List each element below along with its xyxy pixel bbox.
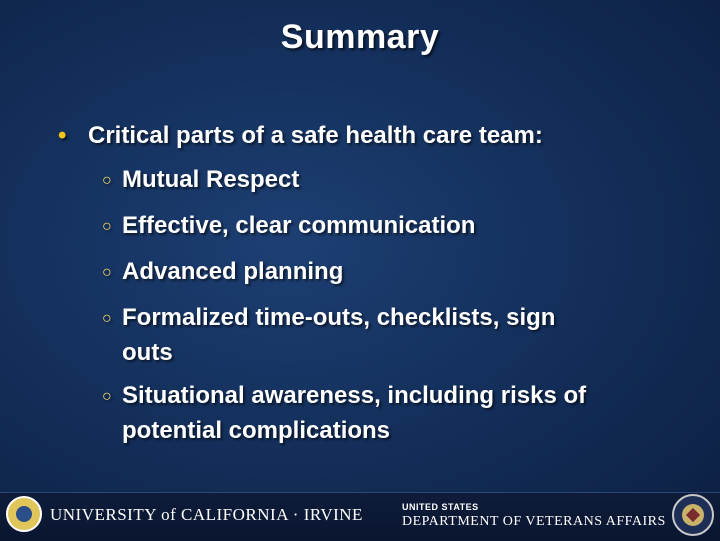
slide-title: Summary	[280, 18, 440, 56]
sub-bullet-text: Formalized time-outs, checklists, sign outs	[122, 304, 556, 366]
uci-logo-text: UNIVERSITY of CALIFORNIA · IRVINE	[50, 505, 363, 524]
sub-bullet-text: Effective, clear communication	[122, 212, 476, 239]
va-seal-icon	[672, 494, 714, 536]
main-bullet-text: Critical parts of a safe health care team:	[88, 122, 543, 149]
ring-bullet-icon: ○	[102, 264, 112, 281]
sub-bullet-item	[102, 162, 678, 200]
ring-bullet-icon: ○	[102, 172, 112, 189]
sub-bullet-item	[102, 378, 678, 448]
sub-bullet-item	[102, 208, 678, 246]
sub-bullet-item	[102, 300, 678, 370]
va-logo-subtext: UNITED STATES	[402, 502, 479, 512]
sub-bullet-text: Mutual Respect	[122, 166, 300, 193]
sub-bullet-text: Situational awareness, including risks of potential complications	[122, 382, 587, 444]
main-bullet	[58, 122, 678, 150]
va-logo-text: DEPARTMENT OF VETERANS AFFAIRS	[402, 514, 666, 529]
sub-bullet-item	[102, 254, 678, 292]
slide-content	[58, 122, 678, 456]
sub-bullet-text: Advanced planning	[122, 258, 344, 285]
uci-seal-icon	[6, 496, 42, 532]
sub-bullet-list	[58, 162, 678, 448]
ring-bullet-icon: ○	[102, 388, 112, 405]
ring-bullet-icon: ○	[102, 218, 112, 235]
bullet-dot-icon: •	[58, 122, 67, 149]
ring-bullet-icon: ○	[102, 310, 112, 327]
